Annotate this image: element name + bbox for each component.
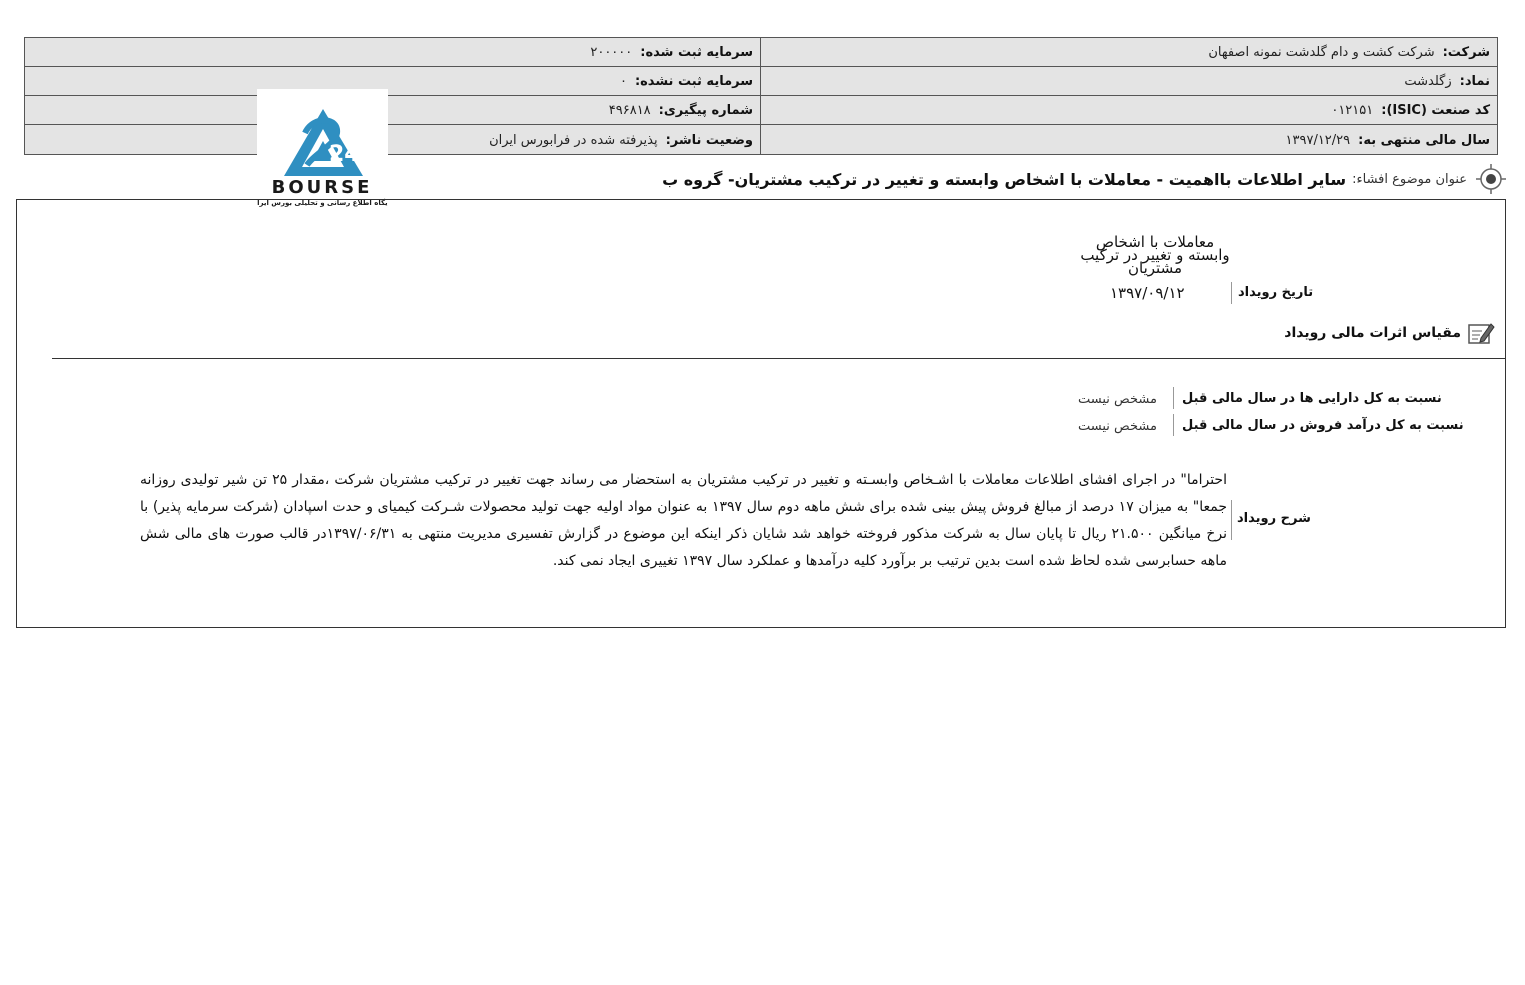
description-text: احتراما" در اجرای افشای اطلاعات معاملات با اشـخاص وابسـته و تغییر در ترکیب مشتریان به استحضار می رساند جهت تغییر در ترکیب مشتریان شرکت ،مقدار ۲۵ تن شیر تولیدی روزانه جمعا" به میزان ۱۷ درصد از مبالغ فروش پیش بینی شده برای شش ماهه دوم سال ۱۳۹۷ به عنوان مواد اولیه جهت تولید محصولات شـرکت کیمیای و حدت اسپادان (شرکت سرمایه پذیر) با نرخ میانگین ۲۱.۵۰۰ ریال تا پایان سال به شرکت مذکور فروخته خواهد شد شایان ذکر اینکه این موضوع در گزارش تفسیری مدیریت منتهی به ۱۳۹۷/۰۶/۳۱در قالب صورت های مالی شش ماهه حسابرسی شده لحاظ شده است بدین ترتیب بر برآورد کلیه درآمدها و عملکرد سال ۱۳۹۷ تغییری ایجاد نمی کند. <box>140 472 1227 569</box>
target-icon <box>1475 163 1507 195</box>
registered-capital-label: سرمایه ثبت شده: <box>640 44 753 60</box>
logo-brand: BOURSE <box>271 177 373 198</box>
financial-effects-title: مقیاس اثرات مالی رویداد <box>1284 325 1461 341</box>
ratio-sales-value: مشخص نیست <box>1078 419 1157 434</box>
isic-value: ۰۱۲۱۵۱ <box>1331 102 1374 118</box>
company-value: شرکت کشت و دام گلدشت نمونه اصفهان <box>1208 44 1435 60</box>
tracking-number-cell <box>25 96 761 124</box>
unregistered-capital-cell <box>25 67 761 95</box>
event-title: معاملات با اشخاص وابسته و تغییر در ترکیب مشتریان <box>1080 233 1230 277</box>
info-row <box>25 67 1497 96</box>
logo-tagline: پایگاه اطلاع رسانی و تحلیلی بورس ایران <box>257 199 388 207</box>
symbol-value: زگلدشت <box>1404 73 1452 89</box>
symbol-label: نماد: <box>1459 73 1490 89</box>
divider <box>1231 282 1232 304</box>
symbol-cell <box>760 67 1497 95</box>
info-row <box>25 96 1497 125</box>
section-divider <box>52 358 1506 359</box>
bourse24-logo-mark <box>257 89 388 209</box>
disclosure-subject <box>662 164 1507 194</box>
publisher-status-cell <box>25 125 761 155</box>
isic-cell <box>760 96 1497 124</box>
subject-value: سایر اطلاعات بااهمیت - معاملات با اشخاص وابسته و تغییر در ترکیب مشتریان- گروه ب <box>662 169 1347 189</box>
ratio-assets-value: مشخص نیست <box>1078 392 1157 407</box>
unregistered-capital-label: سرمایه ثبت نشده: <box>634 73 753 89</box>
info-row <box>25 38 1497 67</box>
info-row <box>25 125 1497 155</box>
subject-label: عنوان موضوع افشاء: <box>1352 171 1467 187</box>
ratio-assets-label: نسبت به کل دارایی ها در سال مالی قبل <box>1182 391 1442 406</box>
publisher-status-label: وضعیت ناشر: <box>665 132 753 148</box>
fiscal-year-value: ۱۳۹۷/۱۲/۲۹ <box>1285 132 1351 148</box>
company-cell <box>760 38 1497 66</box>
divider <box>1173 387 1174 409</box>
divider <box>1231 500 1232 540</box>
financial-effects-header <box>1284 319 1495 347</box>
logo-number: 24 <box>329 142 360 167</box>
unregistered-capital-value: ۰ <box>619 73 627 89</box>
company-label: شرکت: <box>1442 44 1490 60</box>
event-date-value: ۱۳۹۷/۰۹/۱۲ <box>1110 284 1185 302</box>
edit-icon <box>1467 320 1495 346</box>
fiscal-year-label: سال مالی منتهی به: <box>1358 132 1490 148</box>
isic-label: کد صنعت (ISIC): <box>1381 102 1490 118</box>
tracking-number-value: ۴۹۶۸۱۸ <box>608 102 651 118</box>
publisher-status-value: پذیرفته شده در فرابورس ایران <box>489 132 658 148</box>
bourse24-logo <box>257 89 388 209</box>
registered-capital-cell <box>25 38 761 66</box>
fiscal-year-cell <box>760 125 1497 155</box>
registered-capital-value: ۲۰۰۰۰۰ <box>590 44 633 60</box>
tracking-number-label: شماره پیگیری: <box>658 102 753 118</box>
description-label: شرح رویداد <box>1237 511 1311 526</box>
event-date-label: تاریخ رویداد <box>1238 285 1314 300</box>
company-info-table <box>24 37 1498 155</box>
divider <box>1173 414 1174 436</box>
ratio-sales-label: نسبت به کل درآمد فروش در سال مالی قبل <box>1182 418 1464 433</box>
